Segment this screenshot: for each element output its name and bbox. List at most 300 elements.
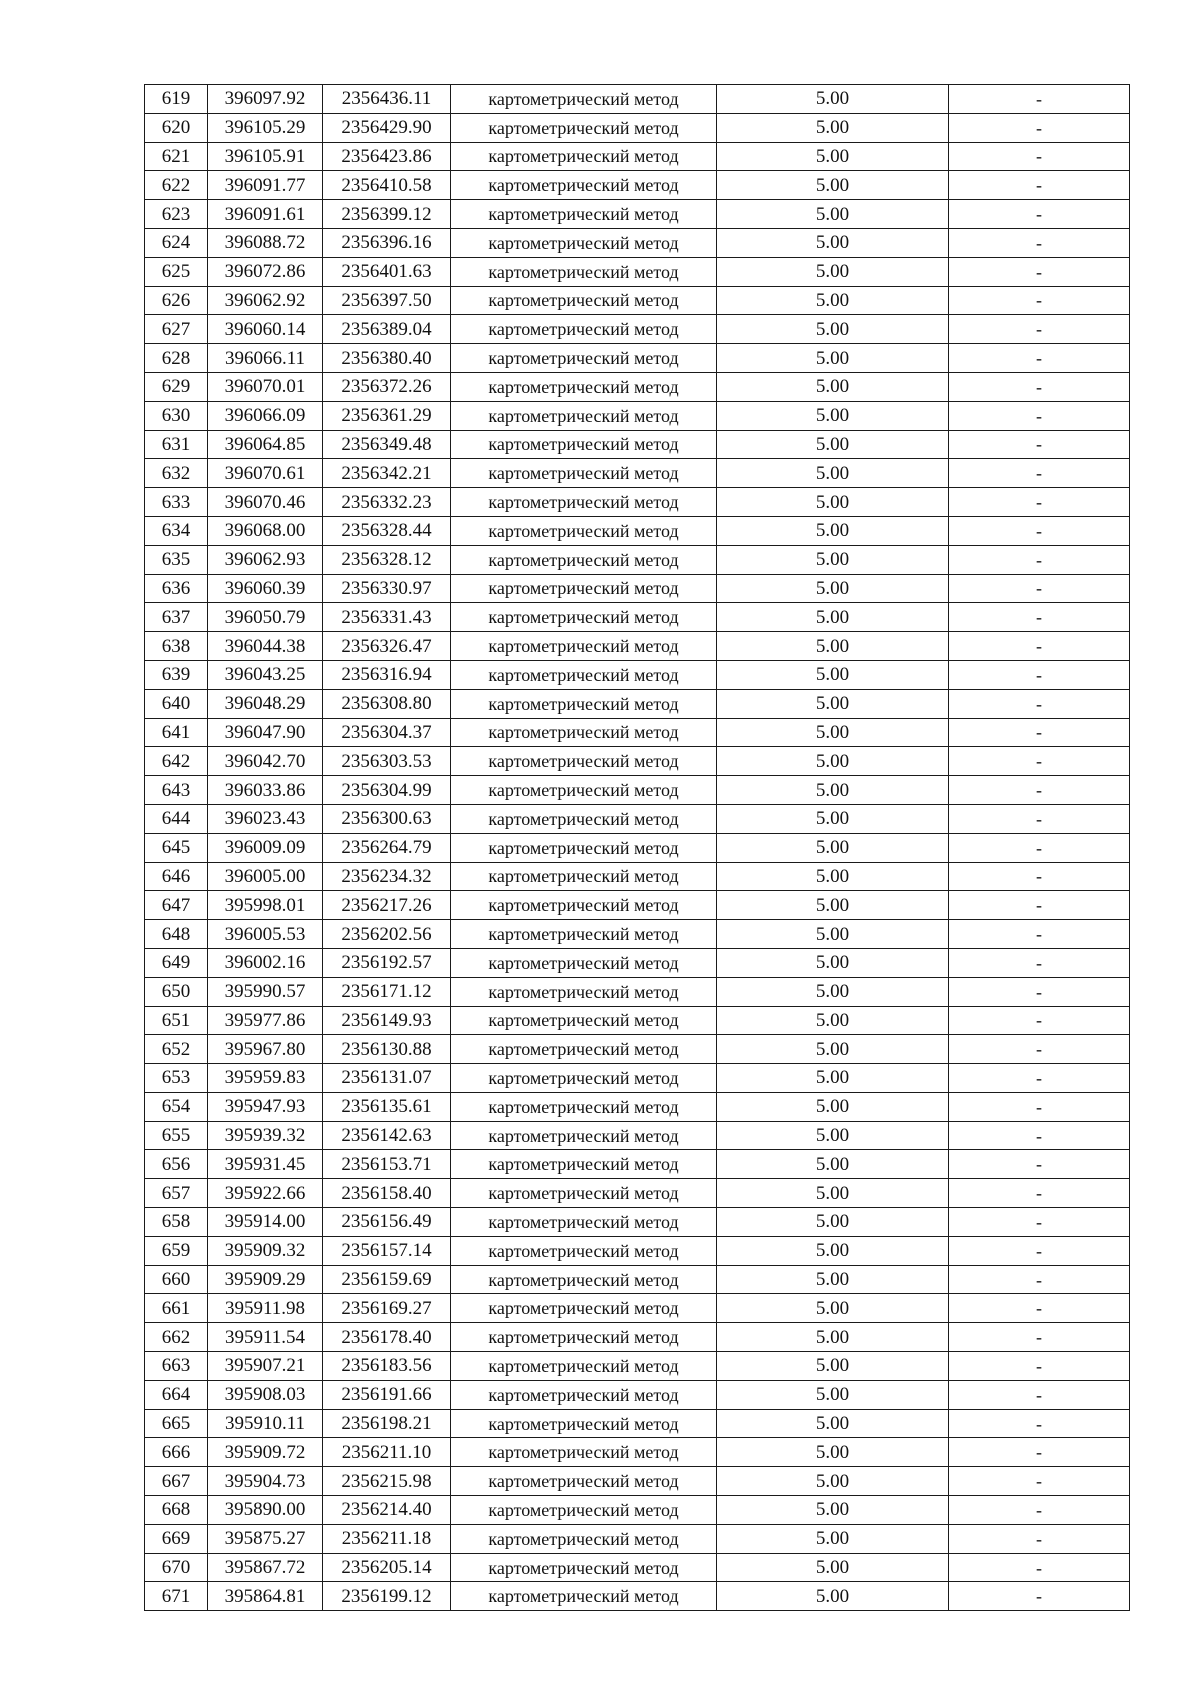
cell-point-number: 654 [145,1092,208,1121]
table-row [145,286,1130,315]
table-row [145,1179,1130,1208]
cell-note: - [949,632,1130,661]
cell-coord-x: 395939.32 [208,1121,323,1150]
table-row [145,1064,1130,1093]
cell-accuracy: 5.00 [717,488,949,517]
table-row [145,85,1130,114]
cell-note: - [949,401,1130,430]
cell-accuracy: 5.00 [717,862,949,891]
cell-accuracy: 5.00 [717,1035,949,1064]
cell-method: картометрический метод [451,1208,717,1237]
cell-method: картометрический метод [451,747,717,776]
cell-point-number: 646 [145,862,208,891]
cell-point-number: 627 [145,315,208,344]
cell-coord-x: 396091.61 [208,200,323,229]
cell-point-number: 665 [145,1409,208,1438]
cell-method: картометрический метод [451,1438,717,1467]
cell-point-number: 649 [145,948,208,977]
cell-coord-y: 2356308.80 [323,689,451,718]
cell-point-number: 662 [145,1323,208,1352]
cell-method: картометрический метод [451,113,717,142]
table-row [145,1409,1130,1438]
cell-coord-y: 2356349.48 [323,430,451,459]
cell-note: - [949,142,1130,171]
cell-coord-y: 2356142.63 [323,1121,451,1150]
cell-point-number: 635 [145,545,208,574]
cell-accuracy: 5.00 [717,1236,949,1265]
cell-accuracy: 5.00 [717,1409,949,1438]
cell-accuracy: 5.00 [717,1438,949,1467]
cell-method: картометрический метод [451,200,717,229]
cell-method: картометрический метод [451,891,717,920]
cell-note: - [949,862,1130,891]
cell-point-number: 651 [145,1006,208,1035]
cell-point-number: 624 [145,228,208,257]
cell-accuracy: 5.00 [717,372,949,401]
cell-note: - [949,1064,1130,1093]
cell-coord-x: 395977.86 [208,1006,323,1035]
cell-point-number: 669 [145,1524,208,1553]
cell-accuracy: 5.00 [717,603,949,632]
cell-method: картометрический метод [451,171,717,200]
table-row [145,1496,1130,1525]
cell-method: картометрический метод [451,545,717,574]
cell-coord-x: 396048.29 [208,689,323,718]
cell-coord-x: 396066.11 [208,344,323,373]
cell-note: - [949,660,1130,689]
table-row [145,1150,1130,1179]
cell-coord-y: 2356429.90 [323,113,451,142]
cell-point-number: 653 [145,1064,208,1093]
cell-point-number: 626 [145,286,208,315]
cell-note: - [949,1352,1130,1381]
cell-coord-y: 2356380.40 [323,344,451,373]
table-row [145,660,1130,689]
cell-coord-y: 2356158.40 [323,1179,451,1208]
cell-coord-x: 396060.14 [208,315,323,344]
cell-accuracy: 5.00 [717,430,949,459]
cell-coord-y: 2356342.21 [323,459,451,488]
cell-coord-y: 2356304.37 [323,718,451,747]
cell-coord-x: 395998.01 [208,891,323,920]
cell-coord-x: 396062.92 [208,286,323,315]
cell-coord-x: 396050.79 [208,603,323,632]
cell-coord-y: 2356157.14 [323,1236,451,1265]
cell-accuracy: 5.00 [717,574,949,603]
coordinates-table-body [145,85,1130,1611]
cell-accuracy: 5.00 [717,1582,949,1611]
cell-coord-x: 396002.16 [208,948,323,977]
cell-method: картометрический метод [451,1352,717,1381]
cell-method: картометрический метод [451,862,717,891]
table-row [145,459,1130,488]
cell-coord-x: 395890.00 [208,1496,323,1525]
cell-method: картометрический метод [451,459,717,488]
cell-coord-y: 2356198.21 [323,1409,451,1438]
cell-coord-x: 395909.29 [208,1265,323,1294]
cell-point-number: 629 [145,372,208,401]
cell-point-number: 659 [145,1236,208,1265]
cell-coord-y: 2356199.12 [323,1582,451,1611]
cell-coord-y: 2356304.99 [323,776,451,805]
cell-accuracy: 5.00 [717,459,949,488]
cell-accuracy: 5.00 [717,747,949,776]
cell-method: картометрический метод [451,401,717,430]
cell-method: картометрический метод [451,689,717,718]
cell-coord-x: 395904.73 [208,1467,323,1496]
table-row [145,948,1130,977]
cell-accuracy: 5.00 [717,920,949,949]
cell-note: - [949,1438,1130,1467]
cell-method: картометрический метод [451,1035,717,1064]
cell-coord-x: 395864.81 [208,1582,323,1611]
cell-point-number: 667 [145,1467,208,1496]
cell-coord-x: 395875.27 [208,1524,323,1553]
cell-accuracy: 5.00 [717,200,949,229]
cell-coord-y: 2356372.26 [323,372,451,401]
cell-coord-x: 396044.38 [208,632,323,661]
table-row [145,372,1130,401]
cell-note: - [949,1006,1130,1035]
table-row [145,401,1130,430]
cell-method: картометрический метод [451,948,717,977]
cell-accuracy: 5.00 [717,1524,949,1553]
cell-point-number: 640 [145,689,208,718]
cell-method: картометрический метод [451,1150,717,1179]
cell-point-number: 658 [145,1208,208,1237]
cell-note: - [949,488,1130,517]
cell-point-number: 637 [145,603,208,632]
cell-note: - [949,1380,1130,1409]
table-row [145,1006,1130,1035]
cell-method: картометрический метод [451,977,717,1006]
cell-note: - [949,804,1130,833]
cell-method: картометрический метод [451,1236,717,1265]
cell-method: картометрический метод [451,1294,717,1323]
cell-note: - [949,372,1130,401]
cell-coord-x: 396070.01 [208,372,323,401]
cell-coord-x: 396033.86 [208,776,323,805]
cell-coord-x: 395922.66 [208,1179,323,1208]
table-row [145,1035,1130,1064]
cell-note: - [949,1121,1130,1150]
cell-coord-y: 2356300.63 [323,804,451,833]
cell-coord-y: 2356331.43 [323,603,451,632]
cell-coord-y: 2356159.69 [323,1265,451,1294]
cell-note: - [949,113,1130,142]
cell-coord-y: 2356264.79 [323,833,451,862]
table-row [145,718,1130,747]
table-row [145,1553,1130,1582]
cell-method: картометрический метод [451,1380,717,1409]
cell-coord-x: 396105.29 [208,113,323,142]
cell-accuracy: 5.00 [717,660,949,689]
cell-coord-x: 396105.91 [208,142,323,171]
cell-coord-y: 2356214.40 [323,1496,451,1525]
cell-coord-x: 396023.43 [208,804,323,833]
cell-point-number: 655 [145,1121,208,1150]
cell-note: - [949,891,1130,920]
cell-coord-y: 2356410.58 [323,171,451,200]
cell-coord-y: 2356183.56 [323,1352,451,1381]
cell-coord-x: 396066.09 [208,401,323,430]
cell-point-number: 668 [145,1496,208,1525]
cell-coord-y: 2356169.27 [323,1294,451,1323]
table-row [145,1323,1130,1352]
cell-accuracy: 5.00 [717,315,949,344]
cell-point-number: 641 [145,718,208,747]
cell-coord-x: 396072.86 [208,257,323,286]
table-row [145,1582,1130,1611]
table-row [145,142,1130,171]
cell-coord-y: 2356436.11 [323,85,451,114]
cell-coord-x: 396009.09 [208,833,323,862]
cell-coord-y: 2356178.40 [323,1323,451,1352]
cell-coord-y: 2356303.53 [323,747,451,776]
cell-note: - [949,718,1130,747]
cell-accuracy: 5.00 [717,1121,949,1150]
cell-point-number: 638 [145,632,208,661]
cell-accuracy: 5.00 [717,516,949,545]
cell-coord-x: 396042.70 [208,747,323,776]
cell-note: - [949,1582,1130,1611]
cell-method: картометрический метод [451,776,717,805]
table-row [145,1352,1130,1381]
cell-coord-x: 395867.72 [208,1553,323,1582]
cell-coord-x: 396005.00 [208,862,323,891]
cell-accuracy: 5.00 [717,1553,949,1582]
table-row [145,603,1130,632]
cell-coord-y: 2356423.86 [323,142,451,171]
cell-coord-y: 2356191.66 [323,1380,451,1409]
cell-coord-y: 2356156.49 [323,1208,451,1237]
cell-note: - [949,1496,1130,1525]
cell-point-number: 647 [145,891,208,920]
cell-note: - [949,200,1130,229]
cell-accuracy: 5.00 [717,142,949,171]
cell-coord-y: 2356328.44 [323,516,451,545]
cell-method: картометрический метод [451,315,717,344]
table-row [145,776,1130,805]
cell-method: картометрический метод [451,1467,717,1496]
cell-note: - [949,315,1130,344]
cell-point-number: 670 [145,1553,208,1582]
cell-note: - [949,228,1130,257]
table-row [145,891,1130,920]
cell-point-number: 630 [145,401,208,430]
cell-accuracy: 5.00 [717,891,949,920]
table-row [145,574,1130,603]
cell-coord-y: 2356153.71 [323,1150,451,1179]
cell-point-number: 657 [145,1179,208,1208]
cell-accuracy: 5.00 [717,171,949,200]
cell-point-number: 620 [145,113,208,142]
table-row [145,315,1130,344]
cell-note: - [949,1265,1130,1294]
cell-point-number: 643 [145,776,208,805]
cell-note: - [949,603,1130,632]
cell-accuracy: 5.00 [717,344,949,373]
cell-coord-x: 395967.80 [208,1035,323,1064]
table-row [145,862,1130,891]
cell-note: - [949,920,1130,949]
cell-method: картометрический метод [451,142,717,171]
cell-coord-x: 395907.21 [208,1352,323,1381]
cell-point-number: 634 [145,516,208,545]
cell-coord-x: 395909.72 [208,1438,323,1467]
cell-accuracy: 5.00 [717,85,949,114]
cell-point-number: 661 [145,1294,208,1323]
cell-method: картометрический метод [451,1092,717,1121]
cell-accuracy: 5.00 [717,545,949,574]
table-row [145,1121,1130,1150]
cell-coord-x: 395931.45 [208,1150,323,1179]
table-row [145,200,1130,229]
cell-coord-y: 2356316.94 [323,660,451,689]
table-row [145,1467,1130,1496]
cell-coord-y: 2356211.10 [323,1438,451,1467]
cell-accuracy: 5.00 [717,228,949,257]
cell-note: - [949,977,1130,1006]
cell-coord-y: 2356202.56 [323,920,451,949]
cell-coord-y: 2356328.12 [323,545,451,574]
cell-accuracy: 5.00 [717,804,949,833]
cell-point-number: 636 [145,574,208,603]
cell-accuracy: 5.00 [717,1467,949,1496]
cell-coord-x: 396068.00 [208,516,323,545]
cell-point-number: 625 [145,257,208,286]
cell-coord-x: 396088.72 [208,228,323,257]
cell-coord-x: 396062.93 [208,545,323,574]
cell-point-number: 663 [145,1352,208,1381]
cell-point-number: 645 [145,833,208,862]
cell-accuracy: 5.00 [717,776,949,805]
cell-coord-y: 2356149.93 [323,1006,451,1035]
table-row [145,516,1130,545]
table-row [145,1380,1130,1409]
cell-accuracy: 5.00 [717,286,949,315]
cell-method: картометрический метод [451,833,717,862]
cell-note: - [949,516,1130,545]
cell-point-number: 656 [145,1150,208,1179]
cell-note: - [949,1208,1130,1237]
cell-accuracy: 5.00 [717,1092,949,1121]
cell-method: картометрический метод [451,1582,717,1611]
cell-point-number: 642 [145,747,208,776]
table-row [145,1524,1130,1553]
cell-note: - [949,430,1130,459]
cell-note: - [949,171,1130,200]
cell-coord-x: 396005.53 [208,920,323,949]
cell-method: картометрический метод [451,1006,717,1035]
cell-note: - [949,1092,1130,1121]
cell-method: картометрический метод [451,574,717,603]
cell-coord-x: 396064.85 [208,430,323,459]
cell-coord-x: 395911.98 [208,1294,323,1323]
table-row [145,545,1130,574]
cell-accuracy: 5.00 [717,1352,949,1381]
cell-coord-y: 2356211.18 [323,1524,451,1553]
cell-note: - [949,1524,1130,1553]
cell-point-number: 633 [145,488,208,517]
cell-method: картометрический метод [451,1265,717,1294]
cell-note: - [949,776,1130,805]
cell-method: картометрический метод [451,286,717,315]
cell-method: картометрический метод [451,1121,717,1150]
cell-point-number: 632 [145,459,208,488]
cell-point-number: 644 [145,804,208,833]
cell-accuracy: 5.00 [717,1064,949,1093]
cell-method: картометрический метод [451,516,717,545]
cell-point-number: 621 [145,142,208,171]
cell-accuracy: 5.00 [717,632,949,661]
table-row [145,689,1130,718]
cell-point-number: 660 [145,1265,208,1294]
cell-accuracy: 5.00 [717,1380,949,1409]
cell-method: картометрический метод [451,1323,717,1352]
cell-accuracy: 5.00 [717,689,949,718]
cell-accuracy: 5.00 [717,833,949,862]
cell-point-number: 650 [145,977,208,1006]
cell-coord-y: 2356401.63 [323,257,451,286]
cell-method: картометрический метод [451,85,717,114]
cell-coord-y: 2356192.57 [323,948,451,977]
table-row [145,977,1130,1006]
cell-coord-y: 2356330.97 [323,574,451,603]
cell-method: картометрический метод [451,1496,717,1525]
cell-method: картометрический метод [451,1179,717,1208]
cell-coord-x: 395959.83 [208,1064,323,1093]
cell-point-number: 628 [145,344,208,373]
cell-method: картометрический метод [451,1409,717,1438]
cell-coord-x: 395911.54 [208,1323,323,1352]
cell-coord-x: 396091.77 [208,171,323,200]
cell-point-number: 631 [145,430,208,459]
cell-note: - [949,1553,1130,1582]
table-row [145,1236,1130,1265]
cell-note: - [949,344,1130,373]
table-row [145,1208,1130,1237]
table-row [145,430,1130,459]
cell-coord-x: 396043.25 [208,660,323,689]
cell-coord-x: 395947.93 [208,1092,323,1121]
cell-note: - [949,1323,1130,1352]
cell-accuracy: 5.00 [717,1265,949,1294]
cell-accuracy: 5.00 [717,718,949,747]
cell-method: картометрический метод [451,372,717,401]
cell-coord-x: 396060.39 [208,574,323,603]
coordinates-table [144,84,1130,1611]
cell-method: картометрический метод [451,257,717,286]
cell-note: - [949,1409,1130,1438]
cell-coord-x: 395990.57 [208,977,323,1006]
table-row [145,257,1130,286]
cell-note: - [949,459,1130,488]
cell-coord-y: 2356399.12 [323,200,451,229]
cell-coord-y: 2356361.29 [323,401,451,430]
table-row [145,920,1130,949]
cell-note: - [949,257,1130,286]
cell-coord-x: 396097.92 [208,85,323,114]
cell-point-number: 664 [145,1380,208,1409]
cell-point-number: 652 [145,1035,208,1064]
cell-method: картометрический метод [451,1524,717,1553]
cell-coord-y: 2356131.07 [323,1064,451,1093]
cell-coord-x: 396070.46 [208,488,323,517]
cell-note: - [949,833,1130,862]
cell-method: картометрический метод [451,344,717,373]
cell-method: картометрический метод [451,660,717,689]
